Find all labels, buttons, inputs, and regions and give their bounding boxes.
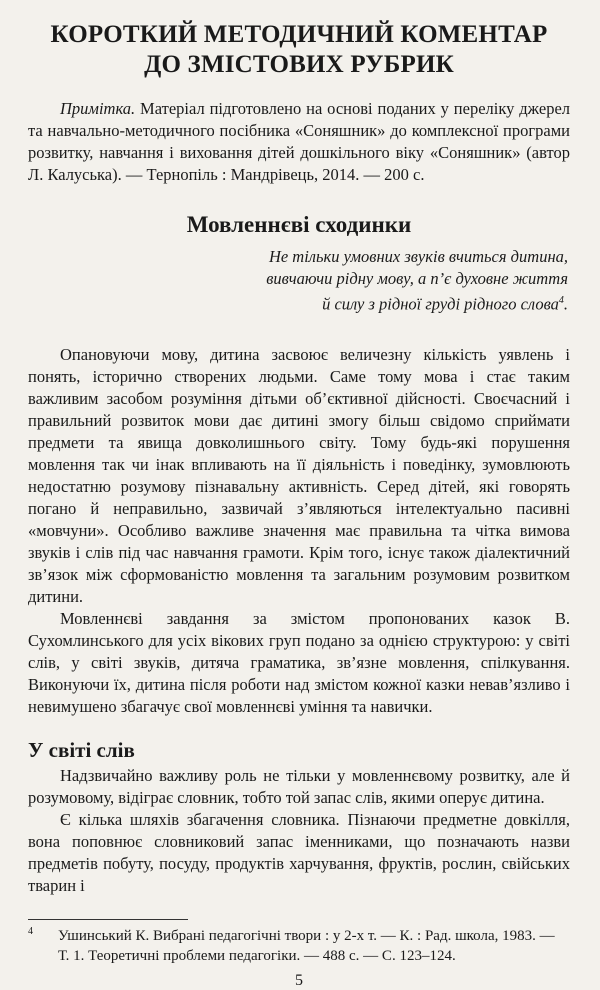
subsection-paragraph-1: Надзвичайно важливу роль не тільки у мовленнєвому розвитку, але й розумовому, відіграє словник, тобто той запас слів, якими оперує дитина. bbox=[28, 765, 570, 807]
footnote-divider bbox=[28, 919, 188, 920]
epigraph bbox=[28, 246, 568, 316]
subsection-paragraph-2: Є кілька шляхів збагачення словника. Пізнаючи предметне довкілля, вона поповнює словниковий запас іменниками, що позначають назви предметів побуту, посуду, продуктів харчування, фруктів, рослин, свійських тварин і bbox=[28, 809, 570, 895]
footnote-mark: 4 bbox=[28, 925, 33, 937]
epigraph-end: . bbox=[563, 294, 568, 314]
note-label: Примітка. bbox=[60, 99, 136, 118]
epigraph-line-1: Не тільки умовних звуків вчиться дитина, bbox=[268, 247, 568, 266]
main-title-line-1: КОРОТКИЙ МЕТОДИЧНИЙ КОМЕНТАР bbox=[50, 21, 548, 48]
body-paragraph-1: Опановуючи мову, дитина засвоює величезну кількість уявлень і понять, історично створених людьми. Саме тому мова і стає таким важливим засобом розуміння дітьми об’єктивної дійсності. Своєчасний і правильний розвиток мови дає дитині змогу більш свідомо сприймати предмети та явища довколишнього світу. Тому будь-які порушення мовлення так чи інак впливають на її діяльність і поведінку, зумовлюють недостатню розумову пізнавальну активність. Серед дітей, які говорять погано й неправильно, зазвичай з’являються інтелектуально пасивні «мовчуни». Особливо важливе значення має правильна та чітка вимова звуків і слів під час навчання грамоти. Крім того, існує також діалектичний зв’язок між сформованістю мовлення та загальним розумовим розвитком дитини. bbox=[28, 344, 570, 606]
epigraph-line-3-text: й силу з рідної груді рідного слова bbox=[322, 294, 559, 314]
main-title bbox=[28, 20, 570, 80]
footnote bbox=[28, 926, 570, 966]
epigraph-line-3 bbox=[28, 290, 568, 316]
page-number: 5 bbox=[295, 971, 303, 989]
footnote-line-2: Т. 1. Теоретичні проблеми педагогіки. — 488 с. — С. 123–124. bbox=[58, 947, 456, 964]
footnote-line-1: Ушинський К. Вибрані педагогічні твори : у 2-х т. — К. : Рад. школа, 1983. — bbox=[58, 927, 555, 944]
source-note bbox=[28, 98, 570, 186]
section-title: Мовленнєві сходинки bbox=[186, 212, 412, 237]
footnote-reference: 4 bbox=[558, 295, 564, 306]
epigraph-line-2: вивчаючи рідну мову, а п’є духовне життя bbox=[266, 269, 568, 288]
subsection-title: У світі слів bbox=[28, 737, 135, 762]
body-paragraph-2: Мовленнєві завдання за змістом пропонованих казок В. Сухомлинського для усіх вікових груп подано за однією структурою: у світі слів, у світі звуків, дитяча граматика, зв’язне мовлення, спілкування. Виконуючи їх, дитина після роботи над змістом кожної казки невав’язливо і невимушено збагачує свої мовленнєві уміння та навички. bbox=[28, 608, 570, 716]
main-title-line-2: ДО ЗМІСТОВИХ РУБРИК bbox=[144, 51, 454, 78]
note-text: Матеріал підготовлено на основі поданих у переліку джерел та навчально-методичного посібника «Соняшник» до комплексної програми розвитку, навчання і виховання дітей дошкільного віку «Соняшник» (автор Л. Калуська). — Тернопіль : Мандрівець, 2014. — 200 с. bbox=[28, 99, 570, 184]
